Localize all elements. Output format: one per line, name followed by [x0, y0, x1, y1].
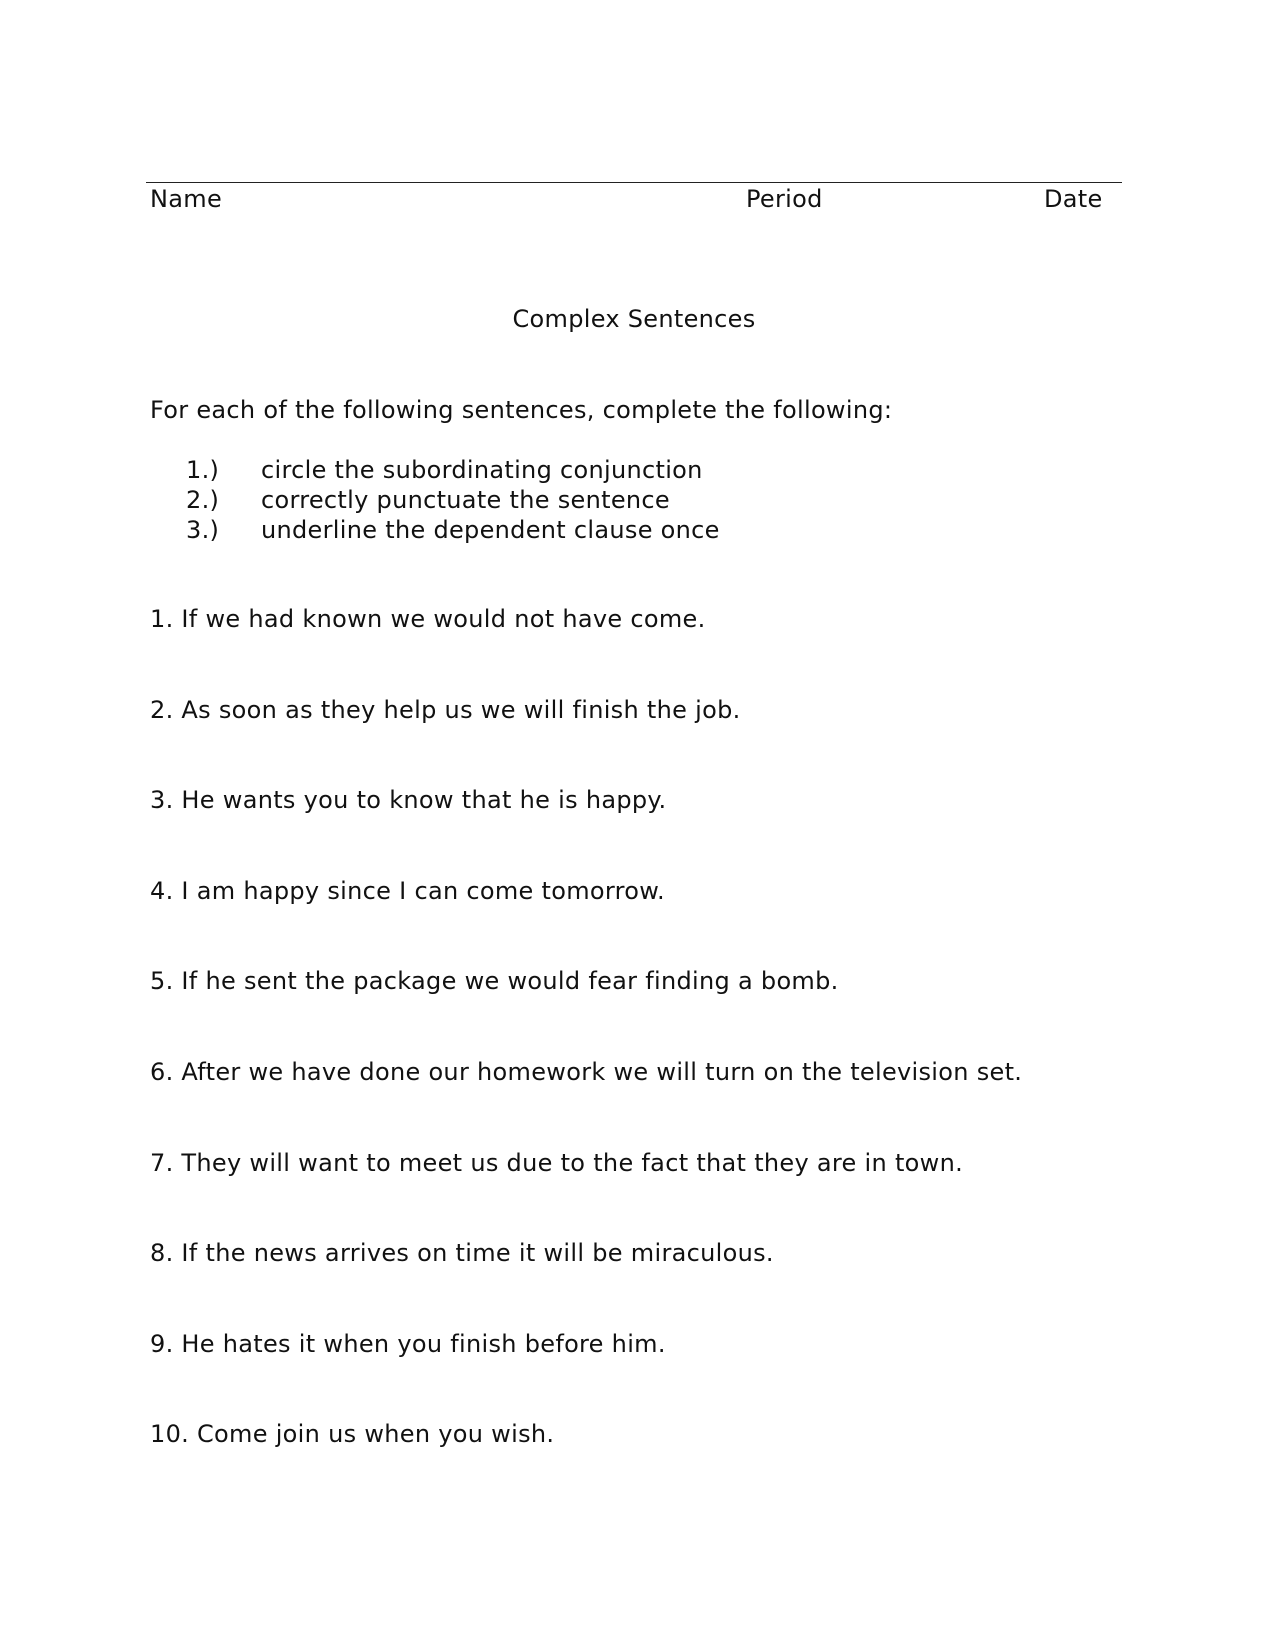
instruction-step — [186, 485, 720, 515]
instructions-text: For each of the following sentences, complete the following: — [150, 396, 893, 424]
exercise-sentence: 4. I am happy since I can come tomorrow. — [150, 876, 665, 905]
step-text: correctly punctuate the sentence — [261, 486, 670, 514]
exercise-sentence: 10. Come join us when you wish. — [150, 1420, 555, 1449]
exercise-sentence: 5. If he sent the package we would fear finding a bomb. — [150, 967, 839, 996]
instruction-steps — [186, 455, 720, 545]
step-text: underline the dependent clause once — [261, 516, 720, 544]
step-number: 2.) — [186, 486, 220, 514]
exercise-list — [150, 603, 1022, 1509]
name-label: Name — [150, 185, 223, 213]
step-number: 3.) — [186, 516, 220, 544]
exercise-sentence: 6. After we have done our homework we will turn on the television set. — [150, 1057, 1023, 1086]
exercise-sentence: 7. They will want to meet us due to the fact that they are in town. — [150, 1148, 964, 1177]
exercise-sentence: 1. If we had known we would not have come. — [150, 605, 706, 633]
instruction-step — [186, 515, 720, 545]
exercise-sentence: 8. If the news arrives on time it will be miraculous. — [150, 1239, 774, 1268]
exercise-sentence: 3. He wants you to know that he is happy. — [150, 786, 667, 815]
step-number: 1.) — [186, 456, 220, 484]
page-title: Complex Sentences — [512, 305, 756, 333]
period-label: Period — [746, 185, 823, 213]
instruction-step — [186, 455, 720, 485]
date-label: Date — [1044, 185, 1103, 213]
exercise-sentence: 9. He hates it when you finish before him. — [150, 1329, 666, 1358]
header-rule — [146, 182, 1122, 183]
exercise-sentence: 2. As soon as they help us we will finish the job. — [150, 695, 741, 724]
step-text: circle the subordinating conjunction — [261, 456, 703, 484]
